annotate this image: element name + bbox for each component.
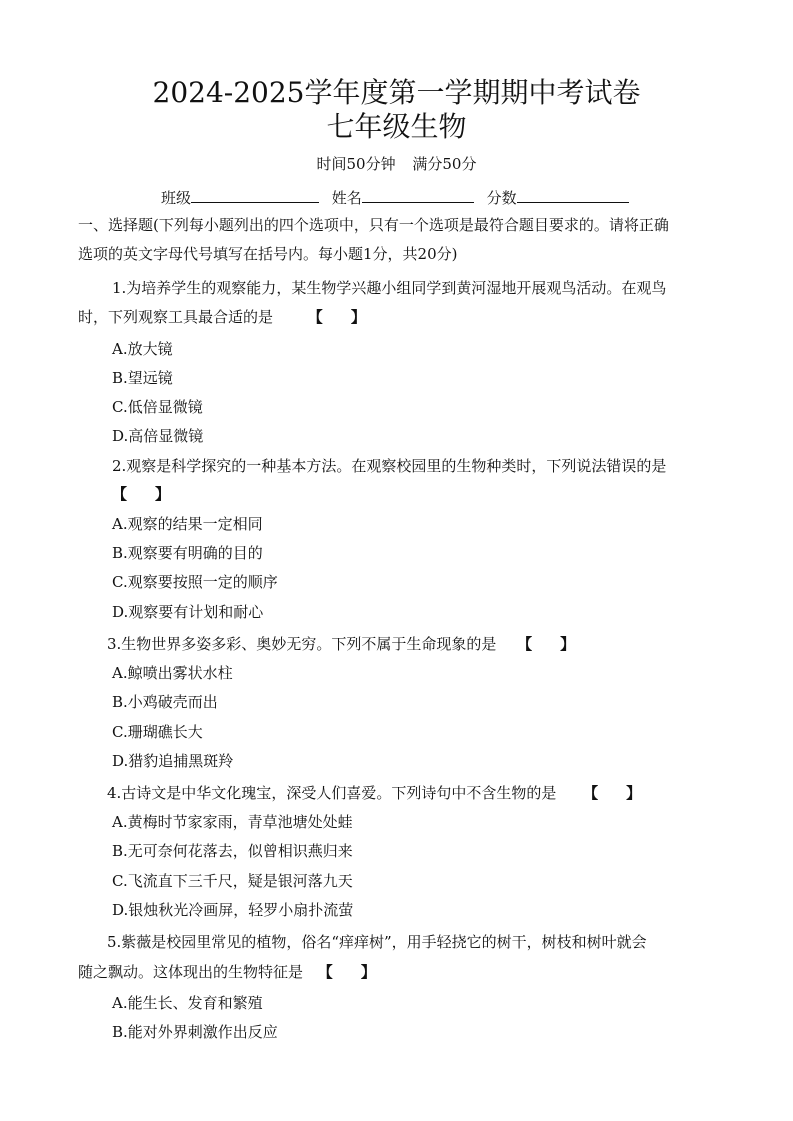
exam-subject: 七年级生物 — [326, 110, 467, 143]
question-stem — [107, 783, 641, 803]
option: C.低倍显微镜 — [112, 398, 203, 416]
answer-bracket[interactable]: 【 】 — [307, 308, 366, 326]
exam-title: 2024-2025学年度第一学期期中考试卷 — [152, 76, 641, 109]
score-label: 分数 — [486, 189, 517, 207]
question-stem-text: 4.古诗文是中华文化瑰宝，深受人们喜爱。下列诗句中不含生物的是 — [107, 784, 557, 802]
option: D.高倍显微镜 — [112, 427, 204, 445]
exam-full-score: 满分50分 — [412, 155, 477, 173]
option: B.能对外界刺激作出反应 — [112, 1023, 278, 1041]
student-info-row — [161, 186, 637, 208]
section-intro: 选项的英文字母代号填写在括号内。每小题1分，共20分) — [78, 245, 458, 263]
option: B.无可奈何花落去，似曾相识燕归来 — [112, 842, 353, 860]
option: D.猎豹追捕黑斑羚 — [112, 752, 234, 770]
class-blank[interactable] — [191, 186, 319, 203]
name-label: 姓名 — [331, 189, 362, 207]
option: D.银烛秋光冷画屏，轻罗小扇扑流萤 — [112, 901, 354, 919]
answer-bracket[interactable]: 【 】 — [517, 635, 576, 653]
section-intro: 一、选择题(下列每小题列出的四个选项中，只有一个选项是最符合题目要求的。请将正确 — [78, 216, 669, 234]
question-stem — [78, 307, 366, 327]
answer-bracket[interactable]: 【 】 — [583, 784, 642, 802]
option: C.观察要按照一定的顺序 — [112, 573, 278, 591]
option: A.能生长、发育和繁殖 — [112, 994, 263, 1012]
option: B.小鸡破壳而出 — [112, 693, 218, 711]
option: C.飞流直下三千尺，疑是银河落九天 — [112, 872, 353, 890]
question-stem-text: 随之飘动。这体现出的生物特征是 — [78, 963, 304, 981]
exam-time-score — [0, 154, 793, 174]
name-blank[interactable] — [362, 186, 474, 203]
answer-bracket[interactable]: 【 】 — [112, 485, 171, 503]
question-stem — [107, 634, 575, 654]
question-stem-text: 3.生物世界多姿多彩、奥妙无穷。下列不属于生命现象的是 — [107, 635, 497, 653]
question-stem-text: 时，下列观察工具最合适的是 — [78, 308, 274, 326]
option: B.观察要有明确的目的 — [112, 544, 263, 562]
option: A.鲸喷出雾状水柱 — [112, 664, 233, 682]
option: A.黄梅时节家家雨，青草池塘处处蛙 — [112, 813, 353, 831]
option: C.珊瑚礁长大 — [112, 723, 203, 741]
score-blank[interactable] — [517, 186, 629, 203]
option: B.望远镜 — [112, 369, 173, 387]
class-label: 班级 — [161, 189, 192, 207]
option: A.放大镜 — [112, 340, 173, 358]
question-stem — [78, 962, 376, 982]
answer-bracket[interactable]: 【 】 — [317, 963, 376, 981]
exam-time: 时间50分钟 — [316, 155, 396, 173]
question-stem: 5.紫薇是校园里常见的植物，俗名“痒痒树”，用手轻挠它的树干，树枝和树叶就会 — [107, 933, 647, 951]
question-stem: 1.为培养学生的观察能力，某生物学兴趣小组同学到黄河湿地开展观鸟活动。在观鸟 — [112, 279, 667, 297]
option: A.观察的结果一定相同 — [112, 515, 263, 533]
question-stem: 2.观察是科学探究的一种基本方法。在观察校园里的生物种类时，下列说法错误的是 — [112, 457, 667, 475]
option: D.观察要有计划和耐心 — [112, 603, 264, 621]
